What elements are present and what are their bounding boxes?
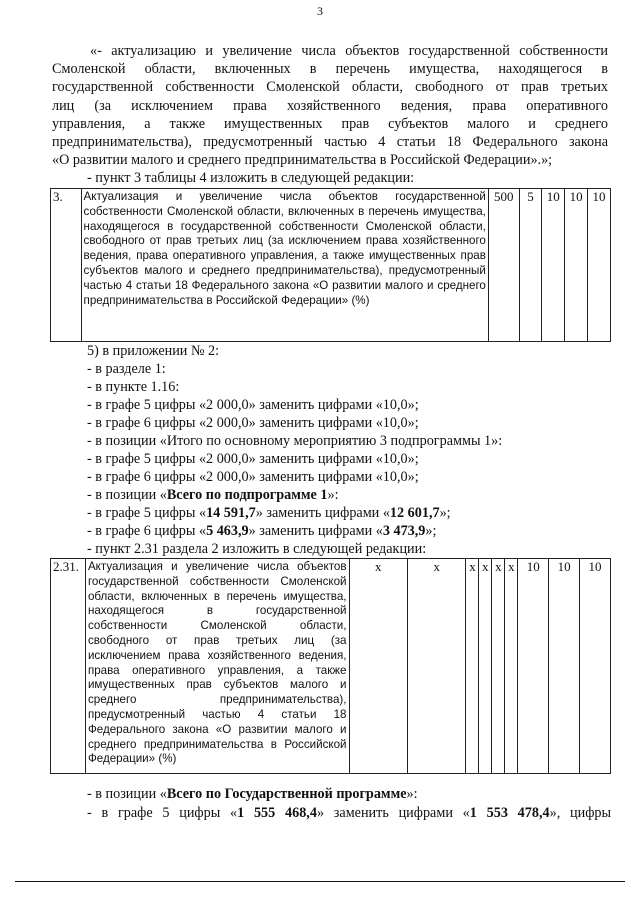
table-row bbox=[51, 559, 611, 774]
line-column-5: - в графе 5 цифры «2 000,0» заменить цифрами «10,0»; bbox=[87, 451, 419, 467]
line-column-5-bold: - в графе 5 цифры «14 591,7» заменить цифрами «12 601,7»; bbox=[87, 505, 451, 521]
table-row bbox=[51, 189, 611, 342]
intro-line: управления, а также имущественных прав субъектов малого и среднего bbox=[52, 115, 608, 132]
line-column-6: - в графе 6 цифры «2 000,0» заменить цифрами «10,0»; bbox=[87, 469, 419, 485]
line-total-subprogram-1: - в позиции «Всего по подпрограмме 1»: bbox=[87, 487, 339, 503]
line-item-2-31: - пункт 2.31 раздела 2 изложить в следующей редакции: bbox=[87, 541, 427, 557]
bold-number: 5 463,9 bbox=[206, 523, 249, 539]
intro-line: государственной собственности Смоленской области, свободного от прав третьих bbox=[52, 79, 608, 96]
line-column-6-bold: - в графе 6 цифры «5 463,9» заменить цифрами «3 473,9»; bbox=[87, 523, 437, 539]
bold-text: Всего по Государственной программе bbox=[166, 786, 407, 802]
bold-number: 3 473,9 bbox=[382, 523, 426, 539]
row-number: 2.31. bbox=[51, 559, 86, 774]
table-point-2-31 bbox=[50, 558, 611, 774]
bold-text: Всего по подпрограмме 1 bbox=[166, 487, 328, 503]
row-value: 10 bbox=[580, 559, 611, 774]
intro-paragraph bbox=[52, 42, 608, 169]
item-table4: - пункт 3 таблицы 4 изложить в следующей редакции: bbox=[87, 170, 415, 186]
row-value: 10 bbox=[549, 559, 580, 774]
line-section-1: - в разделе 1: bbox=[87, 361, 166, 377]
footer-rule bbox=[15, 881, 625, 882]
row-number: 3. bbox=[51, 189, 82, 342]
row-value: 10 bbox=[588, 189, 611, 342]
row-value: х bbox=[479, 559, 492, 774]
intro-line: Смоленской области, включенных в перечень имущества, находящегося в bbox=[52, 61, 608, 78]
bold-number: 14 591,7 bbox=[206, 505, 256, 521]
line-total-measure-3: - в позиции «Итого по основному мероприятию 3 подпрограммы 1»: bbox=[87, 433, 503, 449]
row-value: 500 bbox=[488, 189, 519, 342]
row-value: х bbox=[505, 559, 518, 774]
row-value: 10 bbox=[518, 559, 549, 774]
line-column-6: - в графе 6 цифры «2 000,0» заменить цифрами «10,0»; bbox=[87, 415, 419, 431]
page-number: 3 bbox=[317, 4, 323, 18]
row-value: 5 bbox=[519, 189, 542, 342]
row-value: х bbox=[349, 559, 407, 774]
intro-line: «О развитии малого и среднего предпринимательства в Российской Федерации».»; bbox=[52, 152, 553, 169]
line-column-5-state: - в графе 5 цифры «1 555 468,4» заменить цифрами «1 553 478,4», цифры bbox=[87, 805, 612, 821]
row-description: Актуализация и увеличение числа объектов государственной собственности Смоленской области, включенных в перечень имущества, находящегося в государственной собственности Смоленской области, свободного от прав третьих лиц (за исключением права хозяйственного ведения, права оперативного управления, а также имущественных прав субъектов малого и среднего предпринимательства), предусмотренный частью 4 статьи 18 Федерального закона «О развитии малого и среднего предпринимательства в Российской Федерации» (%) bbox=[85, 559, 349, 774]
bold-number: 12 601,7 bbox=[389, 505, 440, 521]
row-description: Актуализация и увеличение числа объектов государственной собственности Смоленской области, включенных в перечень имущества, находящегося в государственной собственности Смоленской области, свободного от прав третьих лиц (за исключением права хозяйственного ведения, права оперативного управления, а также имущественных прав субъектов малого и среднего предпринимательства), предусмотренный частью 4 статьи 18 Федерального закона «О развитии малого и среднего предпринимательства в Российской Федерации» (%) bbox=[81, 189, 488, 342]
table-point-3 bbox=[50, 188, 611, 342]
intro-line: предпринимательства), предусмотренный частью 4 статьи 18 Федерального закона bbox=[52, 134, 608, 151]
line-total-state-program: - в позиции «Всего по Государственной программе»: bbox=[87, 786, 418, 802]
bold-number: 1 555 468,4 bbox=[237, 805, 317, 821]
line-appendix-2: 5) в приложении № 2: bbox=[87, 343, 220, 359]
row-value: х bbox=[407, 559, 465, 774]
row-value: х bbox=[492, 559, 505, 774]
bold-number: 1 553 478,4 bbox=[469, 805, 550, 821]
row-value: 10 bbox=[542, 189, 565, 342]
row-value: х bbox=[466, 559, 479, 774]
row-value: 10 bbox=[565, 189, 588, 342]
line-column-5: - в графе 5 цифры «2 000,0» заменить цифрами «10,0»; bbox=[87, 397, 419, 413]
intro-line: лиц (за исключением права хозяйственного ведения, права оперативного bbox=[52, 97, 608, 114]
intro-line: «- актуализацию и увеличение числа объектов государственной собственности bbox=[90, 43, 608, 59]
line-item-1-16: - в пункте 1.16: bbox=[87, 379, 180, 395]
